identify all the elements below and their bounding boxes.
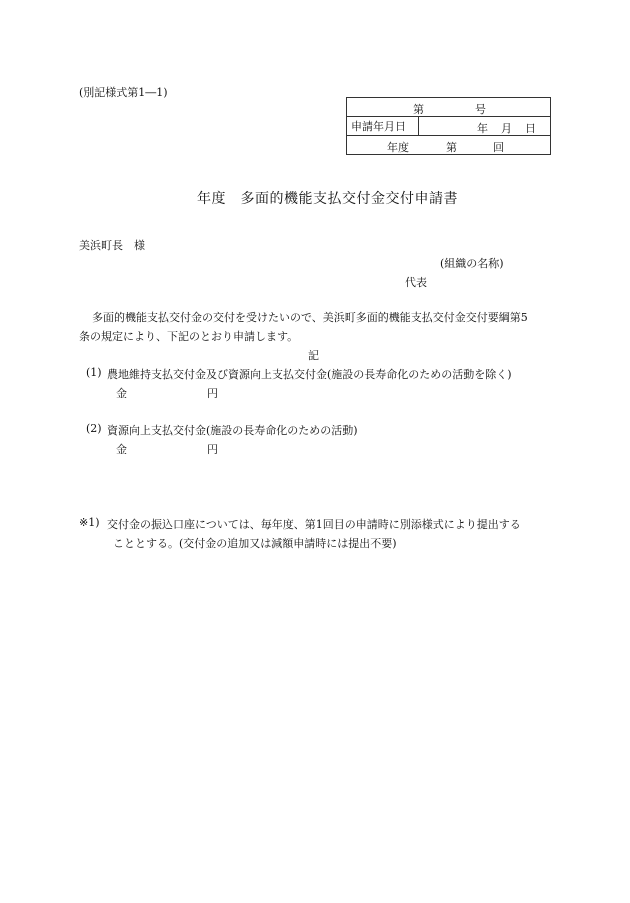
- date-label: 申請年月日: [351, 120, 406, 133]
- document-title: 年度 多面的機能支払交付金交付申請書: [197, 191, 458, 207]
- item-2-en: 円: [207, 443, 218, 456]
- dai-label: 第: [413, 103, 424, 116]
- month-label: 月: [501, 122, 512, 135]
- item-1-number: (1): [86, 366, 102, 379]
- organization-name: (組織の名称): [440, 257, 504, 270]
- representative-label: 代表: [405, 276, 427, 289]
- body-line-1: 多面的機能支払交付金の交付を受けたいので、美浜町多面的機能支払交付金交付要綱第5: [92, 311, 528, 324]
- form-id: (別記様式第1―1): [79, 86, 168, 99]
- note-line-2: こととする。(交付金の追加又は減額申請時には提出不要): [113, 537, 397, 550]
- item-1-text: 農地維持支払交付金及び資源向上支払交付金(施設の長寿命化のための活動を除く): [107, 368, 512, 381]
- body-line-2: 条の規定により、下記のとおり申請します。: [79, 330, 299, 343]
- item-1-en: 円: [207, 387, 218, 400]
- item-2-text: 資源向上支払交付金(施設の長寿命化のための活動): [107, 424, 358, 437]
- note-mark: ※1): [79, 516, 100, 529]
- year-label: 年: [477, 122, 488, 135]
- addressee: 美浜町長 様: [79, 239, 145, 252]
- number-cell: [347, 98, 551, 117]
- item-2-kin: 金: [116, 443, 127, 456]
- round-cell: [347, 136, 551, 155]
- date-label-cell: [347, 117, 419, 136]
- nendo-label: 年度: [387, 141, 409, 154]
- round-dai-label: 第: [446, 141, 457, 154]
- ki-heading: 記: [308, 349, 319, 362]
- round-kai-label: 回: [493, 141, 504, 154]
- go-label: 号: [475, 103, 486, 116]
- note-line-1: 交付金の振込口座については、毎年度、第1回目の申請時に別添様式により提出する: [107, 518, 521, 531]
- item-1-kin: 金: [116, 387, 127, 400]
- day-label: 日: [525, 122, 536, 135]
- item-2-number: (2): [86, 422, 102, 435]
- date-value-cell: [419, 117, 551, 136]
- reception-box: [346, 97, 551, 155]
